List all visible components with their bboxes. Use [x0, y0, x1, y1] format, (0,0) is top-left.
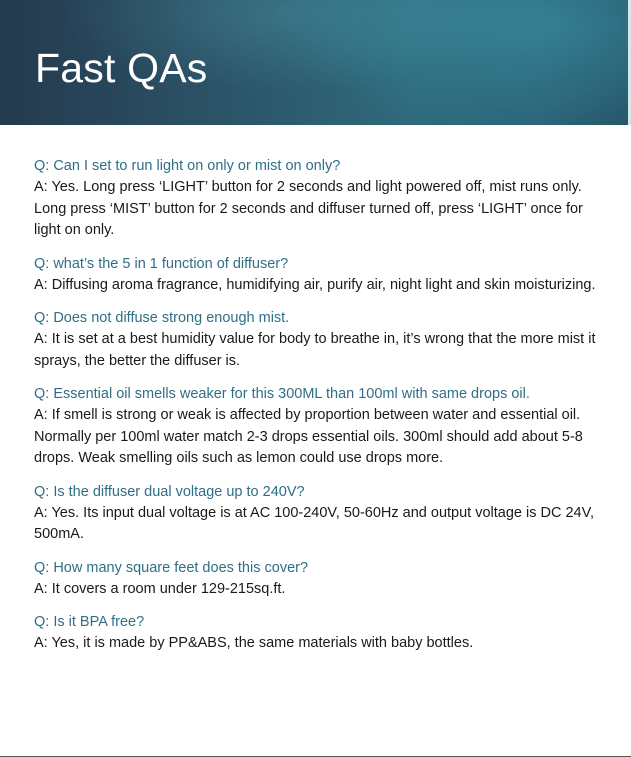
qa-item — [34, 612, 604, 655]
question-text: Q: Can I set to run light on only or mist on only? — [34, 158, 341, 174]
answer-text: A: It covers a room under 129-215sq.ft. — [34, 580, 286, 597]
answer-text: A: Yes, it is made by PP&ABS, the same materials with baby bottles. — [34, 635, 474, 651]
answer-text: A: Diffusing aroma fragrance, humidifying air, purify air, night light and skin moisturizing. — [34, 276, 596, 293]
qa-item — [34, 558, 604, 601]
qa-item — [34, 384, 604, 470]
question-text: Q: Essential oil smells weaker for this 300ML than 100ml with same drops oil. — [34, 386, 530, 402]
answer-text: A: It is set at a best humidity value for body to breathe in, it’s wrong that the more mist it sprays, the better the diffuser is. — [34, 331, 596, 369]
qa-item — [34, 254, 604, 297]
qa-item — [34, 156, 604, 242]
question-text: Q: Is it BPA free? — [34, 614, 145, 630]
question-text: Q: what’s the 5 in 1 function of diffuser? — [34, 255, 289, 272]
question-text: Q: Does not diffuse strong enough mist. — [34, 310, 290, 326]
header-banner — [0, 0, 631, 125]
page-title: Fast QAs — [35, 45, 208, 91]
answer-text: A: Yes. Long press ‘LIGHT’ button for 2 seconds and light powered off, mist runs only. Long press ‘MIST’ button for 2 seconds and diffuser turned off, press ‘LIGHT’ once for light on only. — [34, 179, 583, 238]
qa-item — [34, 308, 604, 372]
qa-item — [34, 482, 604, 546]
answer-text: A: Yes. Its input dual voltage is at AC 100-240V, 50-60Hz and output voltage is DC 24V, 500mA. — [34, 504, 594, 542]
question-text: Q: How many square feet does this cover? — [34, 559, 309, 576]
answer-text: A: If smell is strong or weak is affected by proportion between water and essential oil. Normally per 100ml water match 2-3 drops essential oils. 300ml should add about 5-8 drops. Weak smelling oils such as lemon could use drops more. — [34, 407, 583, 466]
question-text: Q: Is the diffuser dual voltage up to 240V? — [34, 483, 305, 500]
qa-list — [34, 156, 604, 667]
